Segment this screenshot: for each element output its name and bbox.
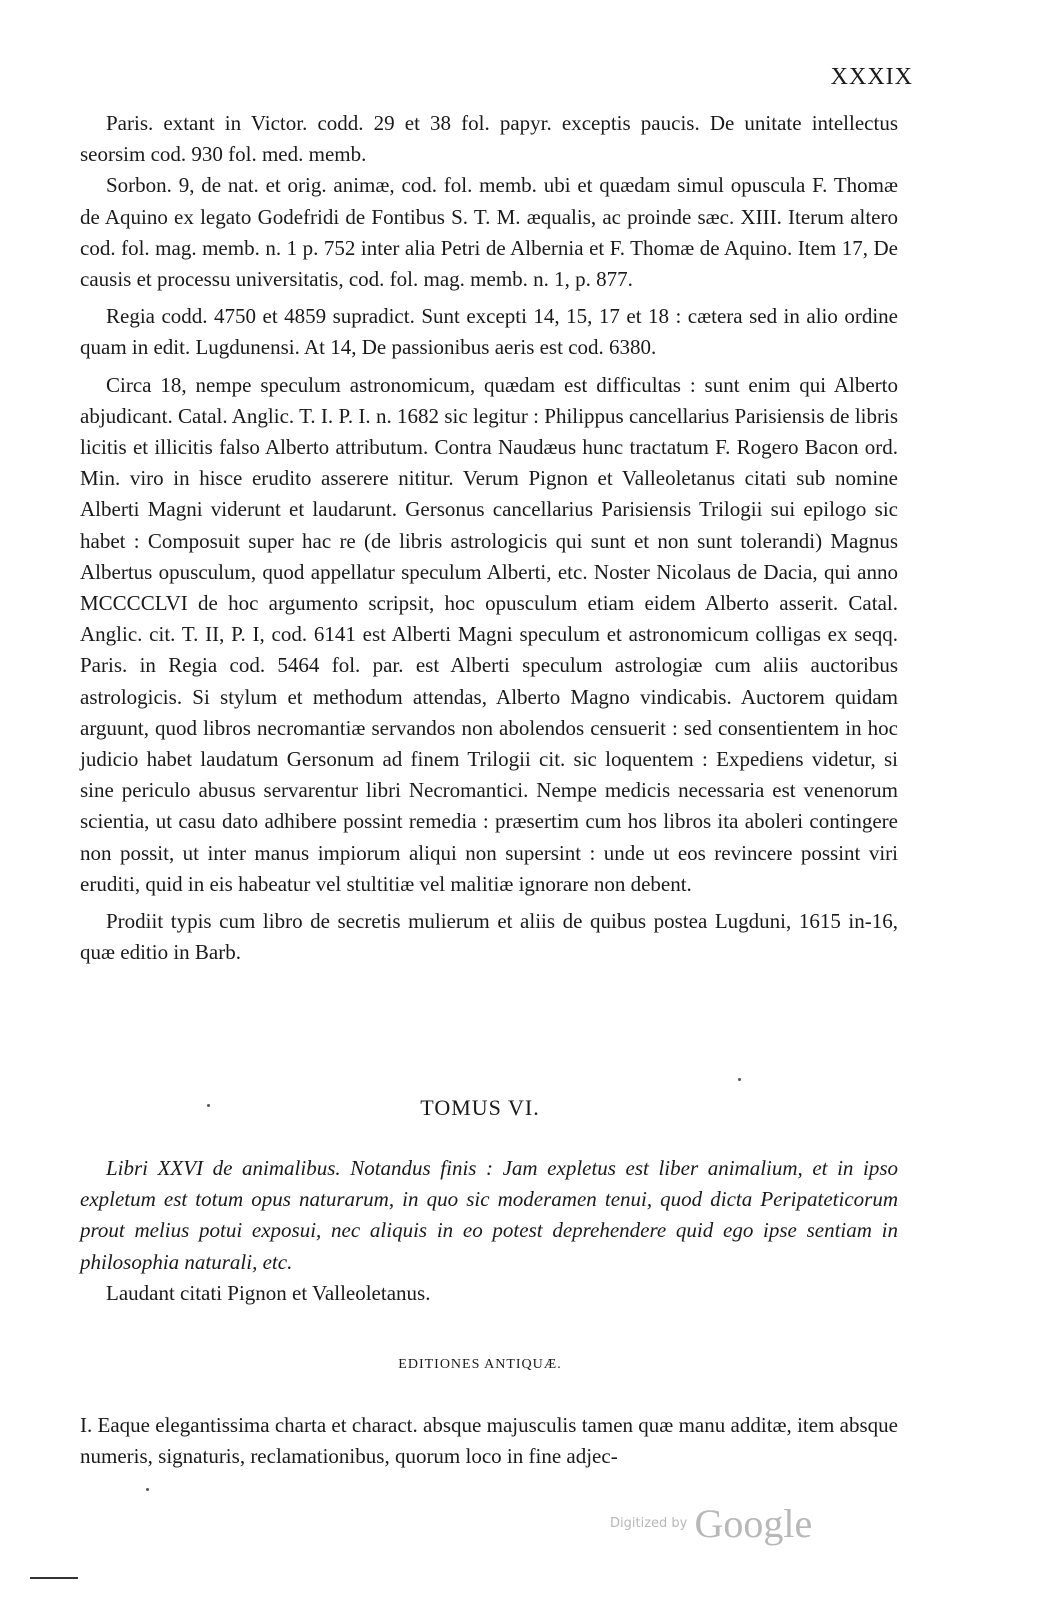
digitized-watermark [610,1500,812,1547]
paragraph: Regia codd. 4750 et 4859 supradict. Sunt excepti 14, 15, 17 et 18 : cætera sed in alio ordine quam in edit. Lugdunensi. At 14, De passionibus aeris est cod. 6380. [80,304,898,360]
paragraph: Sorbon. 9, de nat. et orig. animæ, cod. fol. memb. ubi et quædam simul opuscula F. Thomæ de Aquino ex legato Godefridi de Fontibus S. T. M. æqualis, ac proinde sæc. XIII. Iterum altero cod. fol. mag. memb. n. 1 p. 752 inter alia Petri de Albernia et F. Thomæ de Aquino. Item 17, De causis et processu universitatis, cod. fol. mag. memb. n. 1, p. 877. [80,173,898,292]
section-heading: TOMUS VI. [420,1095,540,1120]
editiones-text-block [80,1410,898,1472]
scan-speck [146,1488,149,1491]
tomus-text-block [80,1153,898,1309]
paragraph: Libri XXVI de animalibus. Notandus finis : Jam expletus est liber animalium, et in ipso expletum est totum opus naturarum, in quo sic moderamen tenui, quod dicta Peripateticorum prout melius potui exposui, nec aliquis in eo potest deprehendere quid ego ipse sentiam in philosophia naturali, etc. [80,1156,898,1274]
google-logo: Google [694,1501,813,1546]
scan-mark [30,1577,78,1579]
paragraph: Laudant citati Pignon et Valleoletanus. [106,1280,431,1305]
paragraph: Prodiit typis cum libro de secretis mulierum et aliis de quibus postea Lugduni, 1615 in-16, quæ editio in Barb. [80,909,898,965]
scan-speck [207,1104,210,1107]
page-number: XXXIX [830,64,913,90]
watermark-prefix: Digitized by [610,1516,688,1531]
subheading: EDITIONES ANTIQUÆ. [398,1357,562,1372]
scan-speck [738,1078,741,1081]
paragraph: I. Eaque elegantissima charta et charact. absque majusculis tamen quæ manu additæ, item absque numeris, signaturis, reclamationibus, quorum loco in fine adjec- [80,1413,898,1469]
paragraph: Paris. extant in Victor. codd. 29 et 38 fol. papyr. exceptis paucis. De unitate intellectus seorsim cod. 930 fol. med. memb. [80,111,898,167]
main-text-block [80,108,898,968]
paragraph: Circa 18, nempe speculum astronomicum, quædam est difficultas : sunt enim qui Alberto abjudicant. Catal. Anglic. T. I. P. I. n. 1682 sic legitur : Philippus cancellarius Parisiensis de libris licitis et illicitis falso Alberto attributum. Contra Naudæus hunc tractatum F. Rogero Bacon ord. Min. viro in hisce erudito asserere nititur. Verum Pignon et Valleoletanus citati sub nomine Alberti Magni viderunt et laudarunt. Gersonus cancellarius Parisiensis Trilogii sui epilogo sic habet : Composuit super hac re (de libris astrologicis qui sunt et non sunt tolerandi) Magnus Albertus opusculum, quod appellatur speculum Alberti, etc. Noster Nicolaus de Dacia, qui anno MCCCCLVI de hoc argumento scripsit, hoc opusculum etiam eidem Alberto asserit. Catal. Anglic. cit. T. II, P. I, cod. 6141 est Alberti Magni speculum et astronomicum colligas ex seqq. Paris. in Regia cod. 5464 fol. par. est Alberti speculum astrologiæ cum aliis auctoribus astrologicis. Si stylum et methodum attendas, Alberto Magno vindicabis. Auctorem quidam arguunt, quod libros necromantiæ servandos non abolendos censuerit : sed consentientem in hoc judicio habet laudatum Gersonum ad finem Trilogii cit. sic loquentem : Expediens videtur, si sine periculo abusus servarentur libri Necromantici. Nempe medicis necessaria est venenorum scientia, ut casu dato adhibere possint remedia : præsertim cum hos libros ita aboleri contingere non possit, ut inter manus impiorum aliqui non supersint : unde ut eos revincere possint viri eruditi, quid in eis habeatur vel stultitiæ vel malitiæ ignorare non debent. [80,372,898,896]
